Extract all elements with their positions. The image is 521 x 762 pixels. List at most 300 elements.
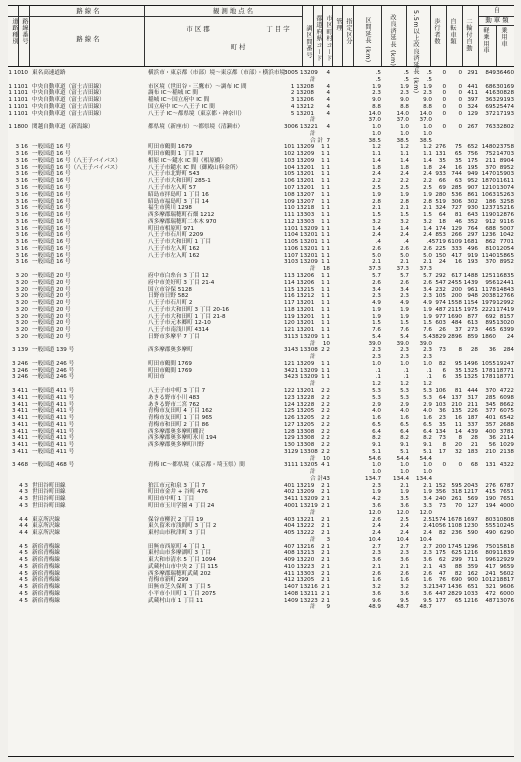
value-cell-k6: 1.5 xyxy=(423,320,432,327)
area-code-cell: 102 13209 xyxy=(284,151,315,158)
value-cell-k9: 267 xyxy=(467,124,478,131)
table-row xyxy=(8,185,514,192)
header-dai-group: 動 車 類 xyxy=(485,16,509,24)
value-cell-k5: 4.9 xyxy=(400,300,409,307)
area-code-cell: 1104 13201 xyxy=(284,232,318,239)
value-cell-k1: 1 1 xyxy=(321,313,330,320)
route-code-cell: 3 16 xyxy=(15,225,28,232)
value-cell-k8: 14 xyxy=(454,428,462,435)
value-cell-k8: 1558 xyxy=(447,300,462,307)
route-code-cell: 4 5 xyxy=(19,543,28,550)
value-cell-k11: 15818 xyxy=(496,543,514,550)
value-cell-k4: 2.3 xyxy=(372,347,381,354)
route-name-cell: 中央自動車道（富士吉田線） xyxy=(32,90,105,97)
value-cell-k7: 276 xyxy=(435,144,446,151)
route-code-cell: 1 1101 xyxy=(8,97,28,104)
route-code-cell: 1 1101 xyxy=(8,90,28,97)
table-row xyxy=(8,165,514,172)
value-cell-k1: 1 1 xyxy=(321,185,330,192)
value-cell-k10: 686 xyxy=(485,83,496,90)
value-cell-k4: 3.4 xyxy=(372,286,381,293)
value-cell-k11: 9659 xyxy=(499,563,514,570)
value-cell-k10: 809 xyxy=(485,550,496,557)
location-cell: 町田市中町 1 丁目 xyxy=(148,496,195,503)
value-cell-k10: 1237 xyxy=(481,205,496,212)
subtotal-label: 計 xyxy=(310,117,316,124)
value-cell-k11: 1029 xyxy=(499,442,514,449)
value-cell-k5: 2.4 xyxy=(400,171,409,178)
value-cell-k6: 8.2 xyxy=(423,435,432,442)
route-name-cell: 一般国道 20 号 xyxy=(32,313,71,320)
subtotal-label: 計 xyxy=(310,509,316,516)
subtotal-row xyxy=(8,131,514,138)
value-cell-k11: 5007 xyxy=(499,225,514,232)
location-cell: 東久留米市浅間町 3 丁目 2 xyxy=(148,523,217,530)
value-cell-k1: 1 1 xyxy=(321,225,330,232)
value-cell-k1: 2 1 xyxy=(321,563,330,570)
header-vehicle-group: 自 xyxy=(493,6,501,14)
value-cell-k7: 62 xyxy=(438,557,446,564)
value-cell-k10: 763 xyxy=(485,124,496,131)
value-cell-k5: 3.2 xyxy=(400,218,409,225)
location-cell: 府中市美好町 3 丁目 21-4 xyxy=(148,279,215,286)
area-code-cell: 114 13206 xyxy=(284,279,315,286)
value-cell-k1: 2 1 xyxy=(321,577,330,584)
route-code-cell: 3 411 xyxy=(11,394,28,401)
value-cell-k1: 1 1 xyxy=(321,333,330,340)
value-cell-k1: 2 1 xyxy=(321,503,330,509)
value-cell-k4: 5.0 xyxy=(372,252,381,259)
value-cell-k1: 4 xyxy=(326,103,330,110)
location-cell: 八王子市鑓水 IC 間（御殿山料金所） xyxy=(148,164,242,171)
area-code-cell: 410 13223 xyxy=(284,563,315,570)
value-cell-k5: 2.6 xyxy=(400,245,409,252)
value-cell-k5: 39.0 xyxy=(396,340,409,347)
route-name-cell: 一般国道 20 号 xyxy=(32,327,71,334)
location-cell: 西多摩郡奥多摩町川野 xyxy=(148,442,204,449)
location-cell: 八王子市石川町 2209 xyxy=(148,232,204,239)
value-cell-k9: 444 xyxy=(467,387,478,394)
value-cell-k7: 150 xyxy=(435,252,446,259)
value-cell-k5: 2.1 xyxy=(400,259,409,266)
value-cell-k11: 8157 xyxy=(499,313,514,320)
location-cell: 青梅 IC〜都県境（東京都・埼玉県）間 xyxy=(148,462,245,469)
value-cell-k10: 401 xyxy=(485,415,496,422)
value-cell-k5: 6.4 xyxy=(400,428,409,435)
value-cell-k5: 8.2 xyxy=(400,435,409,442)
value-cell-k4: 1.2 xyxy=(372,381,381,388)
value-cell-k9: 1496 xyxy=(463,360,478,367)
value-cell-k9: 411 xyxy=(467,90,478,97)
value-cell-k7: 0 xyxy=(442,97,446,104)
value-cell-k6: 2.4 xyxy=(423,530,432,537)
table-row xyxy=(8,246,514,253)
route-name-cell: 世田谷町田線 xyxy=(32,489,66,496)
location-cell: 国立市谷保 5128 xyxy=(148,286,192,293)
route-name-cell: 一般国道 16 号 xyxy=(32,198,71,205)
route-name-cell: 一般国道 411 号 xyxy=(32,387,75,394)
value-cell-k5: 4.0 xyxy=(400,408,409,415)
area-code-cell: 1409 13223 xyxy=(284,597,318,604)
route-code-cell: 3 246 xyxy=(11,360,28,367)
table-row xyxy=(8,199,514,206)
value-cell-k6: 2.6 xyxy=(423,245,432,252)
value-cell-k7: 73 xyxy=(438,347,446,354)
value-cell-k11: 19247 xyxy=(496,360,514,367)
value-cell-k4: .4 xyxy=(375,239,381,246)
value-cell-k4: 2.5 xyxy=(372,185,381,192)
value-cell-k6: 6.4 xyxy=(423,428,432,435)
subtotal-label: 計 xyxy=(310,130,316,137)
route-code-cell: 3 411 xyxy=(11,421,28,428)
route-name-cell: 一般国道 246 号 xyxy=(32,360,75,367)
value-cell-k1: 2 2 xyxy=(321,401,330,408)
table-row xyxy=(8,327,514,334)
route-name-cell: 世田谷町田線 xyxy=(32,496,66,503)
value-cell-k6: 1.4 xyxy=(423,225,432,232)
location-cell: 東村山市多摩湖町 3 丁目 xyxy=(148,550,212,557)
value-cell-k8: 0 xyxy=(458,97,462,104)
value-cell-k1: 1 1 xyxy=(321,374,330,381)
value-cell-k7: 977 xyxy=(435,313,446,320)
value-cell-k5: 3.6 xyxy=(400,503,409,509)
value-cell-k6: 2.5 xyxy=(423,516,432,523)
value-cell-k8: 1108 xyxy=(447,523,462,530)
route-name-cell: 一般国道 16 号 xyxy=(32,185,71,192)
route-code-cell: 3 411 xyxy=(11,442,28,449)
value-cell-k4: 5.3 xyxy=(372,387,381,394)
route-name-cell: 中央自動車道（富士吉田線） xyxy=(32,97,105,104)
subtotal-row xyxy=(8,266,514,273)
value-cell-k5: 6.5 xyxy=(400,421,409,428)
table-row xyxy=(8,584,514,591)
value-cell-k4: 54.6 xyxy=(368,455,381,462)
value-cell-k8: 299 xyxy=(451,557,462,564)
route-code-cell: 3 20 xyxy=(15,279,28,286)
area-code-cell: 4001 13219 xyxy=(284,503,318,509)
area-code-cell: 113 13206 xyxy=(284,272,315,279)
location-cell: 府中市白糸台 3 丁目 12 xyxy=(148,272,209,279)
route-name-cell: 一般国道 16 号 xyxy=(32,191,71,198)
value-cell-k6: 2.9 xyxy=(423,401,432,408)
value-cell-k7: 64 xyxy=(438,212,446,219)
census-table-page xyxy=(8,5,514,757)
area-code-cell: 112 13303 xyxy=(284,218,315,225)
value-cell-k9: 127 xyxy=(467,503,478,509)
value-cell-k6: 1.9 xyxy=(423,489,432,496)
value-cell-k5: 5.0 xyxy=(400,252,409,259)
route-code-cell: 3 20 xyxy=(15,327,28,334)
value-cell-k7: 26 xyxy=(438,327,446,334)
area-code-cell: 122 13201 xyxy=(284,387,315,394)
area-code-cell: 126 13205 xyxy=(284,415,315,422)
value-cell-k9: 643 xyxy=(467,212,478,219)
value-cell-k5: 1.0 xyxy=(400,360,409,367)
route-name-cell: 一般国道 411 号 xyxy=(32,448,75,455)
value-cell-k4: 134.7 xyxy=(364,475,381,482)
value-cell-k1: 2 2 xyxy=(321,435,330,442)
area-code-cell: 128 13308 xyxy=(284,428,315,435)
value-cell-k8: 32 xyxy=(454,448,462,455)
value-cell-k11: 4722 xyxy=(499,387,514,394)
value-cell-k5: 38.5 xyxy=(396,137,409,144)
value-cell-k6: 1.6 xyxy=(423,577,432,584)
area-code-cell: 103 13209 xyxy=(284,157,315,164)
value-cell-k5: 1.6 xyxy=(400,577,409,584)
value-cell-k10: 1979 xyxy=(481,300,496,307)
value-cell-k1: 9 xyxy=(326,604,330,611)
header-route-type: 道路種別 xyxy=(11,18,18,45)
value-cell-k7: 47 xyxy=(438,570,446,577)
route-name-cell: 一般国道 20 号 xyxy=(32,320,71,327)
value-cell-k1: 4 xyxy=(326,83,330,90)
value-cell-k11: 3781 xyxy=(499,428,514,435)
value-cell-k5: 2.6 xyxy=(400,570,409,577)
value-cell-k6: 2.4 xyxy=(423,232,432,239)
route-code-cell: 3 246 xyxy=(11,367,28,374)
route-name-cell: 一般国道 411 号 xyxy=(32,408,75,415)
value-cell-k6: 1.1 xyxy=(423,151,432,158)
route-code-cell: 3 16 xyxy=(15,259,28,266)
value-cell-k11: 29193 xyxy=(496,97,514,104)
value-cell-k4: 2.7 xyxy=(372,543,381,550)
route-name-cell: 一般国道 16 号 xyxy=(32,212,71,219)
value-cell-k5: 2.3 xyxy=(400,550,409,557)
route-name-cell: 一般国道 411 号 xyxy=(32,435,75,442)
value-cell-k6: 2.3 xyxy=(423,550,432,557)
table-row xyxy=(8,104,514,111)
route-name-cell: 一般国道 468 号 xyxy=(32,462,75,469)
value-cell-k5: 12.0 xyxy=(396,509,409,516)
value-cell-k10: 400 xyxy=(485,428,496,435)
subtotal-row xyxy=(8,469,514,476)
subtotal-row xyxy=(8,354,514,361)
route-name-cell: 一般国道 16 号 xyxy=(32,245,71,252)
location-cell: 田無市芝久保町 3 丁目 5 xyxy=(148,584,211,591)
value-cell-k10: 190 xyxy=(485,496,496,503)
value-cell-k11: 15263 xyxy=(496,191,514,198)
route-name-cell: 一般国道 16 号 xyxy=(32,252,71,259)
value-cell-k10: 1012 xyxy=(481,577,496,584)
value-cell-k9: 441 xyxy=(467,83,478,90)
value-cell-k7: 0 xyxy=(442,110,446,117)
value-cell-k10: 415 xyxy=(485,489,496,496)
value-cell-k7: 152 xyxy=(435,482,446,489)
value-cell-k9: 590 xyxy=(467,530,478,537)
value-cell-k5: 1.1 xyxy=(400,151,409,158)
value-cell-k8: 35 xyxy=(454,374,462,381)
value-cell-k4: 12.0 xyxy=(368,509,381,516)
table-row xyxy=(8,408,514,415)
value-cell-k1: 1 1 xyxy=(321,259,330,266)
value-cell-k4: 8.8 xyxy=(372,103,381,110)
location-cell: あきる野市二宮 762 xyxy=(148,401,200,408)
value-cell-k8: 0 xyxy=(458,83,462,90)
header-town: 町 村 xyxy=(230,43,246,51)
value-cell-k6: 2.3 xyxy=(423,90,432,97)
route-code-cell: 3 16 xyxy=(15,144,28,151)
value-cell-k7: 6 xyxy=(442,367,446,374)
value-cell-k9: 900 xyxy=(467,577,478,584)
value-cell-k4: 1.9 xyxy=(372,306,381,313)
location-cell: 東村山市秋津町 3 丁目 xyxy=(148,530,206,537)
header-light-car: 軽乗用車 xyxy=(482,27,489,54)
route-name-cell: 一般国道 411 号 xyxy=(32,442,75,449)
value-cell-k8: 1436 xyxy=(447,584,462,591)
value-cell-k11: 12054 xyxy=(496,245,514,252)
location-cell: 西多摩郡瑞穂町武蔵 202 xyxy=(148,570,211,577)
value-cell-k10: 692 xyxy=(485,313,496,320)
value-cell-k4: 2.9 xyxy=(372,401,381,408)
value-cell-k6: 2.6 xyxy=(423,279,432,286)
area-code-cell: 403 13221 xyxy=(284,516,315,523)
value-cell-k10: 363 xyxy=(485,97,496,104)
value-cell-k1: 1 1 xyxy=(321,252,330,259)
value-cell-k5: 2.4 xyxy=(400,232,409,239)
location-cell: 町田市 xyxy=(148,374,165,381)
route-code-cell: 3 468 xyxy=(11,462,28,469)
table-row xyxy=(8,259,514,266)
value-cell-k6: 2.8 xyxy=(423,198,432,205)
location-cell: 八王子市大和田町 1 丁目 21-8 xyxy=(148,313,226,320)
route-name-cell: 一般国道 139 号 xyxy=(32,347,75,354)
value-cell-k4: .5 xyxy=(375,70,381,76)
header-admin: 管理 xyxy=(335,18,342,32)
value-cell-k6: 5.0 xyxy=(423,252,432,259)
value-cell-k4: 1.5 xyxy=(372,212,381,219)
value-cell-k4: 1.9 xyxy=(372,83,381,90)
value-cell-k10: 1251 xyxy=(481,272,496,279)
area-code-cell: 1408 13211 xyxy=(284,590,318,597)
value-cell-k7: 43 xyxy=(438,563,446,570)
route-code-cell: 4 3 xyxy=(19,503,28,509)
value-cell-k4: .1 xyxy=(375,374,381,381)
value-cell-k4: 1.1 xyxy=(372,151,381,158)
value-cell-k7: 8 xyxy=(442,442,446,449)
value-cell-k4: 2.6 xyxy=(372,279,381,286)
value-cell-k9: 2043 xyxy=(463,482,478,489)
value-cell-k11: 4000 xyxy=(499,503,514,509)
value-cell-k11: 5602 xyxy=(499,570,514,577)
value-cell-k11: 7651 xyxy=(499,496,514,503)
value-cell-k10: 131 xyxy=(485,462,496,469)
area-code-cell: 408 13213 xyxy=(284,550,315,557)
value-cell-k6: 4.0 xyxy=(423,408,432,415)
table-row xyxy=(8,489,514,496)
value-cell-k1: 1 1 xyxy=(321,367,330,374)
value-cell-k8: 137 xyxy=(451,394,462,401)
value-cell-k11: 18771 xyxy=(496,374,514,381)
area-code-cell: 109 13207 xyxy=(284,198,315,205)
table-row xyxy=(8,503,514,510)
value-cell-k5: 1.0 xyxy=(400,124,409,131)
value-cell-k9: 352 xyxy=(467,218,478,225)
value-cell-k8: 2455 xyxy=(447,279,462,286)
route-code-cell: 3 411 xyxy=(11,435,28,442)
value-cell-k6: 5.3 xyxy=(423,387,432,394)
value-cell-k11: 10245 xyxy=(496,523,514,530)
value-cell-k6: 1.0 xyxy=(423,462,432,469)
value-cell-k10: 345 xyxy=(485,401,496,408)
value-cell-k8: 129 xyxy=(451,225,462,232)
route-code-cell: 3 16 xyxy=(15,212,28,219)
value-cell-k11: 6399 xyxy=(499,327,514,334)
table-row xyxy=(8,314,514,321)
route-name-cell: 東京所沢線 xyxy=(32,530,60,537)
value-cell-k1: 1 1 xyxy=(321,306,330,313)
value-cell-k7: 240 xyxy=(435,496,446,503)
value-cell-k10: 1178 xyxy=(481,286,496,293)
value-cell-k7: 5719 xyxy=(431,239,446,246)
value-cell-k5: 5.3 xyxy=(400,394,409,401)
location-cell: 八王子市南浅川町 4314 xyxy=(148,327,209,334)
value-cell-k6: 5.7 xyxy=(423,272,432,279)
value-cell-k7: 131 xyxy=(435,151,446,158)
route-code-cell: 1 1010 xyxy=(8,70,28,76)
value-cell-k8: 318 xyxy=(451,489,462,496)
value-cell-k1: 1 1 xyxy=(321,232,330,239)
value-cell-k10: 210 xyxy=(485,448,496,455)
value-cell-k5: 2.5 xyxy=(400,185,409,192)
value-cell-k6: 2.3 xyxy=(423,347,432,354)
value-cell-k9: 337 xyxy=(467,421,478,428)
value-cell-k1: 7 xyxy=(326,137,330,144)
value-cell-k10: 956 xyxy=(485,279,496,286)
value-cell-k10: 285 xyxy=(485,394,496,401)
route-name-cell: 一般国道 411 号 xyxy=(32,394,75,401)
value-cell-k1: 4 xyxy=(326,110,330,117)
value-cell-k5: 3.2 xyxy=(400,584,409,591)
location-cell: 町田市鶴間 1769 xyxy=(148,367,192,374)
location-cell: 八王子市大和田町 285-1 xyxy=(148,178,211,185)
value-cell-k10: 2221 xyxy=(481,306,496,313)
value-cell-k7: 547 xyxy=(435,279,446,286)
route-name-cell: 一般国道 16 号 xyxy=(32,239,71,246)
table-row xyxy=(8,442,514,449)
value-cell-k4: 1.9 xyxy=(372,313,381,320)
value-cell-k11: 6542 xyxy=(499,415,514,422)
value-cell-k4: 38.5 xyxy=(368,137,381,144)
value-cell-k7: 17 xyxy=(438,448,446,455)
route-code-cell: 3 20 xyxy=(15,306,28,313)
value-cell-k6: 1.9 xyxy=(423,313,432,320)
header-section-length: 区間延長 (km) xyxy=(364,17,371,63)
value-cell-k5: 2.3 xyxy=(400,354,409,361)
route-name-cell: 一般国道 16 号 xyxy=(32,232,71,239)
route-code-cell: 3 16 xyxy=(15,245,28,252)
value-cell-k5: 14.0 xyxy=(396,110,409,117)
location-cell: 八王子市左入町 57 xyxy=(148,185,197,192)
table-row xyxy=(8,226,514,233)
route-code-cell: 4 5 xyxy=(19,563,28,570)
value-cell-k4: 1.2 xyxy=(372,144,381,151)
value-cell-k4: 6.4 xyxy=(372,428,381,435)
table-row xyxy=(8,144,514,151)
value-cell-k8: 261 xyxy=(451,496,462,503)
value-cell-k7: 35 xyxy=(438,157,446,164)
value-cell-k1: 1 1 xyxy=(321,151,330,158)
value-cell-k7: 6 xyxy=(442,374,446,381)
location-cell: 市区境（世田谷・三鷹市）〜調布 IC 間 xyxy=(148,83,247,90)
route-code-cell: 3 411 xyxy=(11,415,28,422)
value-cell-k9: 1216 xyxy=(463,597,478,604)
area-code-cell: 1 13208 xyxy=(290,83,314,90)
value-cell-k7: 177 xyxy=(435,597,446,604)
table-row xyxy=(8,70,514,77)
route-name-cell: 一般国道 246 号 xyxy=(32,367,75,374)
value-cell-k1: 2 2 xyxy=(321,428,330,435)
value-cell-k11: 30169 xyxy=(496,83,514,90)
